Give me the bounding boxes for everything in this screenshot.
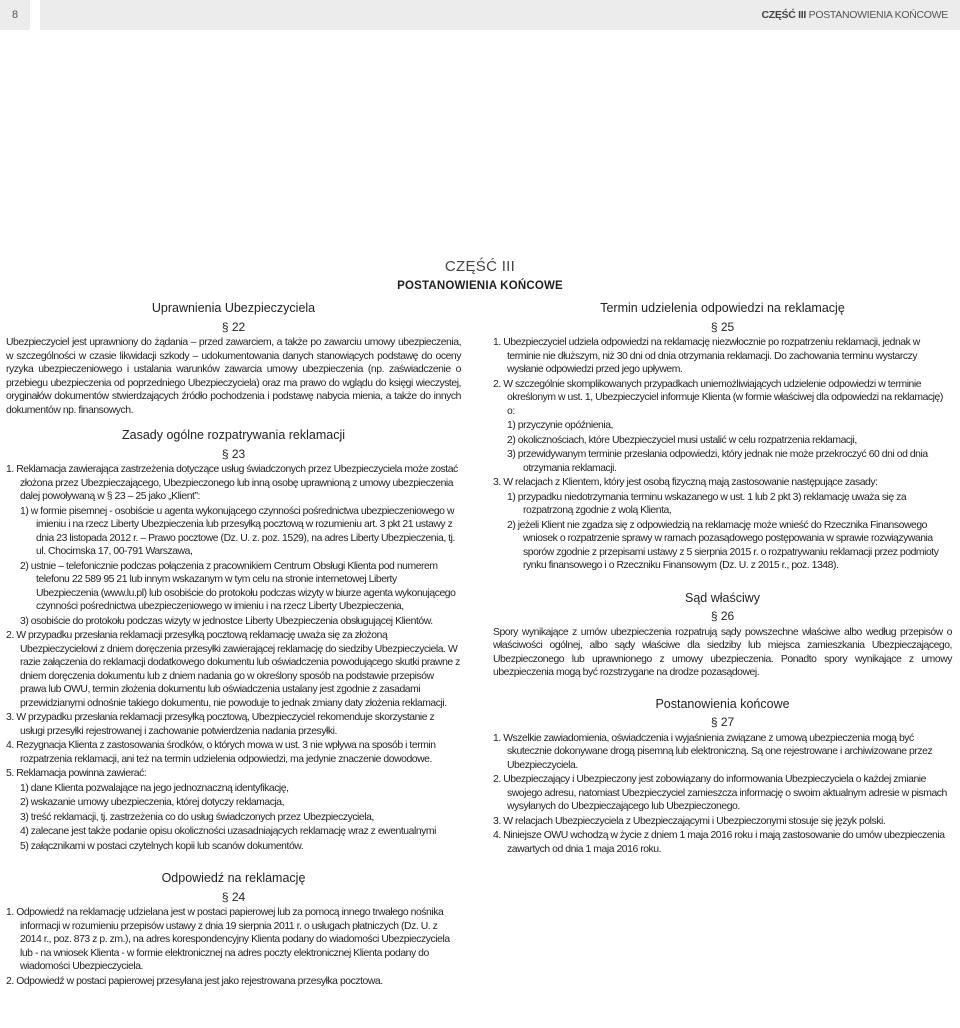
section-25-paragraph-1: 1. Ubezpieczyciel udziela odpowiedzi na reklamację niezwłocznie po rozpatrzeniu reklamacji, jednak w terminie nie dłuższym, niż 30 dni od dnia otrzymania reklamacji. Do zachowania terminu wystarczy wysłanie odpowiedzi przed jego upływem.	[493, 337, 920, 375]
section-25-p3-item-1: 1) przypadku niedotrzymania terminu wskazanego w ust. 1 lub 2 pkt 3) reklamację uważa się za rozpatrzoną zgodnie z wolą Klienta,	[507, 491, 907, 516]
section-22-text: Ubezpieczyciel jest uprawniony do żądania – przed zawarciem, a także po zawarciu umowy ubezpieczenia, w szczególności w czasie likwidacji szkody – udokumentowania danych stanowiących podstawę do oceny ryzyka ubezpieczeniowego i ustalania warunków zawarcia umowy ubezpieczenia (np. zaświadczenie o przebiegu ubezpieczenia od poprzedniego Ubezpieczyciela) oraz ma prawo do wglądu do księgi wieczystej, oryginałów dokumentów stwierdzających źródło pochodzenia i podstawę nabycia mienia, a także do innych dokumentów np. finansowych.	[6, 337, 461, 416]
section-27-item-3: 3. W relacjach Ubezpieczyciela z Ubezpieczającymi i Ubezpieczonymi stosuje się język polski.	[493, 815, 886, 827]
section-23-p1-item-3: 3) osobiście do protokołu podczas wizyty w jednostce Liberty Ubezpieczenia obsługującej Klientów.	[20, 615, 433, 627]
section-23-number: § 23	[221, 446, 246, 461]
section-24-heading: Odpowiedź na reklamację	[161, 871, 306, 885]
section-23-p5-item-4: 4) zalecane jest także podanie opisu okoliczności uzasadniających reklamację wraz z ewentualnymi	[20, 826, 436, 837]
right-column	[493, 302, 952, 857]
section-23-heading: Zasady ogólne rozpatrywania reklamacji	[121, 428, 346, 442]
section-24-number: § 24	[221, 889, 246, 904]
section-25-paragraph-2: 2. W szczególnie skomplikowanych przypadkach uniemożliwiających udzielenie odpowiedzi w terminie określonym w ust. 1, Ubezpieczyciel informuje Klienta (w formie właściwej dla odpowiedzi na reklamację) o:	[493, 378, 943, 417]
section-25-number: § 25	[710, 319, 735, 334]
page-number: 8	[0, 0, 30, 30]
section-27-item-1: 1. Wszelkie zawiadomienia, oświadczenia i wyjaśnienia związane z umową ubezpieczenia mogą być skutecznie dokonywane drogą pisemną lub elektroniczną. Są one rejestrowane i archiwizowane przez Ubezpieczyciela.	[493, 732, 933, 771]
section-25-p2-item-3: 3) przewidywanym terminie przesłania odpowiedzi, który jednak nie może przekroczyć 60 dni od dnia otrzymania reklamacji.	[507, 449, 928, 474]
section-27-item-2: 2. Ubezpieczający i Ubezpieczony jest zobowiązany do informowania Ubezpieczyciela o każdej zmianie swojego adresu, natomiast Ubezpieczyciel zamieszcza informację o swoim aktualnym adresie w pismach wysyłanych do Ubezpieczającego lub Ubezpieczonego.	[493, 774, 947, 812]
section-27-item-4: 4. Niniejsze OWU wchodzą w życie z dniem 1 maja 2016 roku i mają zastosowanie do umów ubezpieczenia zawartych od dnia 1 maja 2016 roku.	[493, 830, 945, 855]
section-24-paragraph-1: 1. Odpowiedź na reklamację udzielana jest w postaci papierowej lub za pomocą innego trwałego nośnika informacji w rozumieniu przepisów ustawy z dnia 19 sierpnia 2011 r. o usługach płatniczych (Dz. U. z 2014 r., poz. 873 z p. zm.), na adres korespondencyjny Klienta podany do wiadomości Ubezpieczyciela lub - na wniosek Klienta - w formie elektronicznej na adres poczty elektronicznej Klienta podany do wiadomości Ubezpieczyciela.	[6, 907, 450, 972]
section-25-p2-item-2: 2) okolicznościach, które Ubezpieczyciel musi ustalić w celu rozpatrzenia reklamacji,	[507, 434, 857, 446]
section-25-p2-item-1: 1) przyczynie opóźnienia,	[507, 420, 613, 431]
part-title-name: POSTANOWIENIA KOŃCOWE	[397, 280, 563, 292]
section-23-paragraph-1: 1. Reklamacja zawierająca zastrzeżenia dotyczące usług świadczonych przez Ubezpieczyciela może zostać złożona przez Ubezpieczającego, Ubezpieczonego lub inną osobę uprawnioną z umowy ubezpieczenia dalej powoływaną w § 23 – 25 jako „Klient”:	[6, 464, 458, 502]
section-23-p5-item-1: 1) dane Klienta pozwalające na jego jednoznaczną identyfikację,	[20, 782, 289, 794]
section-23-paragraph-4: 4. Rezygnacja Klienta z zastosowania środków, o których mowa w ust. 3 nie wpływa na sposób i termin rozpatrzenia reklamacji, ani też na termin udzielenia odpowiedzi, ma jedynie znaczenie dowodowe.	[6, 740, 436, 765]
section-23-p1-item-2: 2) ustnie – telefonicznie podczas połączenia z pracownikiem Centrum Obsługi Klienta pod numerem telefonu 22 589 95 21 lub innym wskazanym w tym celu na stronie internetowej Liberty Ubezpieczenia (www.lu.pl) lub osobiście do protokołu podczas wizyty w biurze agenta wykonującego czynności pośrednictwa ubezpieczeniowego w imieniu i na rzecz Liberty Ubezpieczenia,	[20, 560, 456, 612]
section-25-paragraph-3: 3. W relacjach z Klientem, który jest osobą fizyczną mają zastosowanie następujące zasady:	[493, 477, 878, 488]
section-23-p5-item-2: 2) wskazanie umowy ubezpieczenia, której dotyczy reklamacja,	[20, 797, 285, 808]
section-23-p1-item-1: 1) w formie pisemnej - osobiście u agenta wykonującego czynności pośrednictwa ubezpieczeniowego w imieniu i na rzecz Liberty Ubezpieczenia lub przesyłką pocztową w rozumieniu art. 3 pkt 21 ustawy z dnia 23 listopada 2012 r. – Prawo pocztowe (Dz. U. z. poz. 1529), na adres Liberty Ubezpieczenia, tj. ul. Chocimska 17, 00-791 Warszawa,	[20, 505, 455, 557]
part-title	[0, 258, 960, 292]
section-23-paragraph-3: 3. W przypadku przesłania reklamacji przesyłką pocztową, Ubezpieczyciel rekomenduje skorzystanie z usługi przesyłki rejestrowanej i zachowanie potwierdzenia nadania przesyłki.	[6, 712, 435, 737]
section-23-paragraph-5: 5. Reklamacja powinna zawierać:	[6, 768, 147, 779]
section-26-number: § 26	[710, 609, 735, 623]
section-23-p5-item-5: 5) załącznikami w postaci czytelnych kopii lub scanów dokumentów.	[20, 840, 304, 852]
section-22-heading: Uprawnienia Ubezpieczyciela	[151, 301, 316, 315]
left-column	[6, 302, 461, 989]
section-27-heading: Postanowienia końcowe	[655, 696, 790, 711]
section-26-heading: Sąd właściwy	[684, 590, 761, 605]
section-22-number: § 22	[221, 319, 246, 334]
running-header-title: POSTANOWIENIA KOŃCOWE	[808, 9, 948, 21]
section-26-text: Spory wynikające z umów ubezpieczenia rozpatrują sądy powszechne właściwe albo według przepisów o właściwości ogólnej, albo sądy właściwe dla siedziby lub miejsca zamieszkania Ubezpieczającego, Ubezpieczonego lub uprawnionego z umowy ubezpieczenia. Ponadto spory wynikające z umowy ubezpieczenia mogą być rozstrzygane na drodze pozasądowej.	[493, 626, 952, 678]
section-27-number: § 27	[710, 715, 735, 729]
section-24-paragraph-2: 2. Odpowiedź w postaci papierowej przesyłana jest jako rejestrowana przesyłka pocztowa.	[6, 975, 383, 987]
part-title-number: CZĘŚĆ III	[444, 258, 516, 275]
section-23-p5-item-3: 3) treść reklamacji, tj. zastrzeżenia co do usług świadczonych przez Ubezpieczyciela,	[20, 811, 374, 823]
running-header	[40, 0, 960, 30]
running-header-part: CZĘŚĆ III	[761, 9, 807, 21]
section-23-paragraph-2: 2. W przypadku przesłania reklamacji przesyłką pocztową reklamację uważa się za złożoną Ubezpieczycielowi z dniem doręczenia przesyłki zawierającej reklamację do siedziby Ubezpieczyciela. W razie załączenia do reklamacji dodatkowego dokumentu lub oświadczenia powodującego skutki prawne z dniem doręczenia dokumentu lub z dniem nadania go w określony sposób na podstawie przepisów prawa lub OWU, termin złożenia dokumentu lub oświadczenia ustalany jest zgodnie z zasadami przewidzianymi odnośnie takiego dokumentu, nie powoduje to jednak zmiany daty złożenia reklamacji.	[6, 630, 460, 709]
section-25-p3-item-2: 2) jeżeli Klient nie zgadza się z odpowiedzią na reklamację może wnieść do Rzecznika Finansowego wniosek o rozpatrzenie sprawy w ramach pozasądowego postępowania w sprawie rozwiązywania sporów zgodnie z przepisami ustawy z 5 sierpnia 2015 r. o rozpatrywaniu reklamacji przez podmioty rynku finansowego i o Rzeczniku Finansowym (Dz. U. z 2015 r., poz. 1348).	[507, 519, 939, 571]
section-25-heading: Termin udzielenia odpowiedzi na reklamację	[600, 301, 845, 315]
